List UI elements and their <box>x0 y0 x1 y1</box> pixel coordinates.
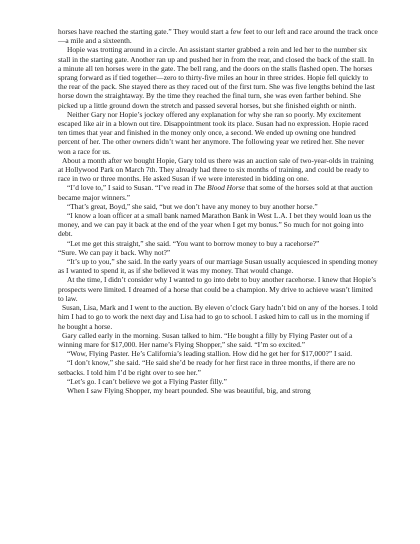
paragraph: horses have reached the starting gate.” They would start a few feet to our left and race around the track once—a mile and a sixteenth. <box>58 27 378 46</box>
book-title: The Blood Horse <box>194 183 245 193</box>
paragraph: “It’s up to you,” she said. In the early years of our marriage Susan usually acquiesced in spending money as I wanted to spend it, as if she believed it was my money. That would change. <box>58 257 378 276</box>
paragraph: When I saw Flying Shopper, my heart pounded. She was beautiful, big, and strong <box>67 385 311 395</box>
paragraph: “Sure. We can pay it back. Why not?” <box>58 247 171 257</box>
paragraph: “I know a loan officer at a small bank named Marathon Bank in West L.A. I bet they would loan us the money, and we can pay it back at the end of the year when I get my bonus.” So much for not going into debt. <box>58 211 372 239</box>
paragraph-text: that some of the horses sold at that auction became major winners.” <box>58 183 373 202</box>
paragraph: “Let’s go. I can’t believe we got a Flying Paster filly.” <box>67 376 227 386</box>
paragraph: Neither Gary nor Hopie’s jockey offered any explanation for why she ran so poorly. My excitement escaped like air in a blown out tire. Disappointment took its place. Susan had no expression. Hopie raced ten times that year and finished in the money only once, a second. We ended up owning one hundred percent of her. The other owners didn’t want her anymore. The following year we retired her. She never won a race for us. <box>58 109 369 156</box>
paragraph: “Wow, Flying Paster. He’s California’s leading stallion. How did he get her for $17,000?” I said. <box>67 349 353 359</box>
paragraph: At the time, I didn’t consider why I wanted to go into debt to buy another racehorse. I knew that Hopie’s prospects were limited. I dreamed of a horse that could be a champion. My drive to achieve wasn’t limited to law. <box>58 275 376 303</box>
paragraph: Gary called early in the morning. Susan talked to him. “He bought a filly by Flying Paster out of a winning mare for $17,000. Her name’s Flying Shopper,” she said. “I’m so excited.” <box>58 330 353 349</box>
paragraph: “That’s great, Boyd,” she said, “but we don’t have any money to buy another horse.” <box>67 201 318 211</box>
paragraph: About a month after we bought Hopie, Gary told us there was an auction sale of two-year-olds in training at Hollywood Park on March 7th. They already had three to six months of training, and could be ready to race in two or three months. He asked Susan if we were interested in bidding on one. <box>58 155 374 184</box>
paragraph: Hopie was trotting around in a circle. An assistant starter grabbed a rein and led her to the number six stall in the starting gate. Another ran up and pushed her in from the rear, and closed the back of the stall. In a minute all ten horses were in the gate. The bell rang, and the doors on the stalls flashed open. The horses sprang forward as if tied together—zero to thirty-five miles an hour in three strides. Hopie fell quickly to the rear of the pack. She stayed there as they raced out of the first turn. She was five lengths behind the last horse down the straightaway. By the time they reached the final turn, she was even farther behind. She picked up a little ground down the stretch and passed several horses, but she finished eighth or ninth. <box>58 45 375 110</box>
paragraph: Susan, Lisa, Mark and I went to the auction. By eleven o’clock Gary hadn’t bid on any of the horses. I told him I had to go to work the next day and Lisa had to go to school. I asked him to call us in the morning if he bought a horse. <box>58 303 378 331</box>
paragraph: “I don’t know,” she said. “He said she’d be ready for her first race in three months, if there are no setbacks. I told him I’d be right over to see her.” <box>58 358 356 377</box>
paragraph <box>58 183 378 201</box>
paragraph: “Let me get this straight,” she said. “You want to borrow money to buy a racehorse?” <box>67 238 320 248</box>
paragraph-text: “I’d love to,” I said to Susan. “I’ve read in <box>67 183 195 193</box>
